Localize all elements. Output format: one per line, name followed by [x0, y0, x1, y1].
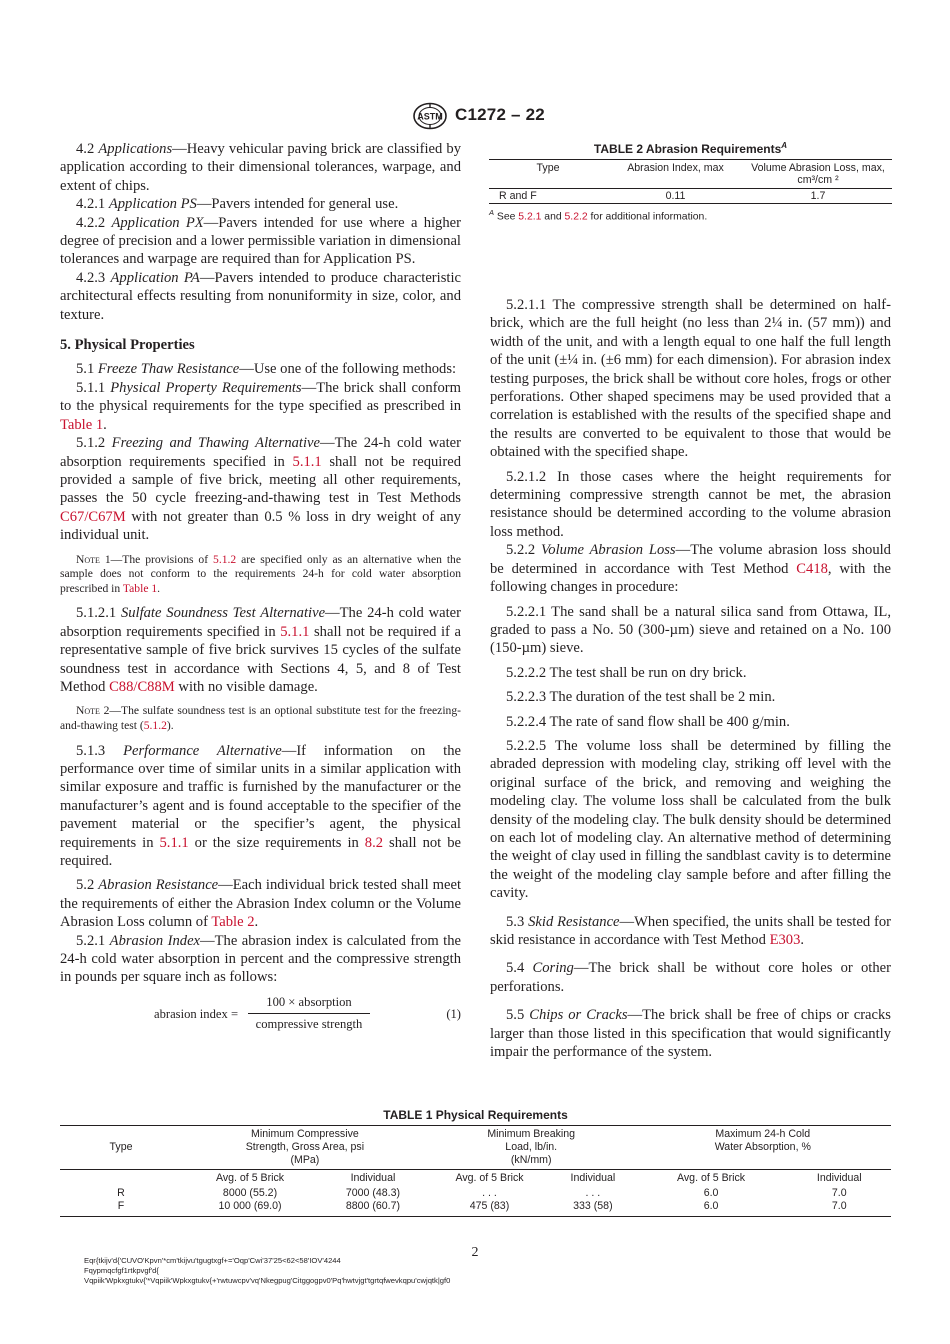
table-1-subheader: Avg. of 5 Brick — [455, 1172, 524, 1184]
note-2: Note 2—The sulfate soundness test is an optional substitute test for the freezing-and-thawing test (5.1.2). — [60, 704, 461, 732]
paragraph-5-2-2-5: 5.2.2.5 The volume loss shall be determined by filling the abraded depression with modeling clay, striking off level with the original surface of the brick, and removing and weighing the modeling clay. The volume loss shall be calculated from the bulk density of the modeling clay. The bulk density should be determined on each lot of modeling clay. An alternative method of determining the weight of clay used in filling the sandblast cavity is to determine the weight of the modeling clay sample before and after filling the cavity. — [490, 737, 891, 902]
table-2-grid — [489, 159, 892, 204]
table-1-subheader: Avg. of 5 Brick — [677, 1172, 746, 1184]
link-e303[interactable]: E303 — [769, 932, 801, 948]
table-2-caption: TABLE 2 Abrasion Requirements$^A$ — [593, 141, 788, 156]
paragraph-4-2-2: 4.2.2 Application PX—Pavers intended for use where a higher degree of precision and a lower permissible variation in dimensional tolerances and warpage are required than for Application PS. — [60, 214, 461, 268]
table-1-header: Maximum 24-h Cold Water Absorption, % — [714, 1128, 811, 1153]
footer-line: Vqpiik'Wpkxgtukv{'*Vqpiik'Wpkxgtukv{+'rwtuwcpv'vq'Nkegpug'Citggogpv0'Pq'hwtvjgt'tgrtqfwevkqpu'cwjqtk|gf0 — [84, 1275, 451, 1285]
table-1-cell: 10 000 (69.0) — [218, 1200, 282, 1212]
table-1-cell: F — [117, 1200, 125, 1212]
footer-line: Fqypmqcfgf1rtkpvgf'd{ — [84, 1265, 159, 1275]
paragraph-5-2-2-3: 5.2.2.3 The duration of the test shall be 2 min. — [506, 689, 776, 706]
link-c67[interactable]: C67/C67M — [60, 508, 126, 525]
link-5-1-2[interactable]: 5.1.2 — [213, 552, 237, 566]
table-1-cell: . . . — [585, 1187, 601, 1199]
table-1-subheader: Avg. of 5 Brick — [215, 1172, 285, 1184]
paragraph-5-2-1-2: 5.2.1.2 In those cases where the height requirements for determining compressive strength cannot be met, the abrasion resistance should be determined according to the volume abrasion loss method. — [490, 468, 891, 540]
link-5-1-1[interactable]: 5.1.1 — [280, 623, 310, 640]
note-1: Note 1—The provisions of 5.1.2 are specified only as an alternative when the sample does not conform to the requirements 24-h for cold water absorption prescribed in Table 1. — [60, 552, 461, 595]
table-1-cell: 6.0 — [703, 1200, 719, 1212]
paragraph-5-1-3: 5.1.3 Performance Alternative—If information on the performance over time of similar units in a similar application with similar exposure and traffic is furnished by the manufacturer or the manufacturer’s agent and is found acceptable to the specifier of the pavement material or the specifier’s agent, the physical requirements in 5.1.1 or the size requirements in 8.2 shall not be required. — [60, 742, 461, 869]
table-1-cell: . . . — [482, 1187, 497, 1199]
table-row — [60, 1187, 891, 1200]
paragraph-5-2-2-1: 5.2.2.1 The sand shall be a natural silica sand from Ottawa, IL, graded to pass a No. 50 (300-µm) sieve and retained on a No. 100 (150-µm) sieve. — [490, 603, 891, 657]
equation-lhs: abrasion index = — [154, 1006, 239, 1021]
table-2-header: Abrasion Index, max — [627, 162, 724, 174]
table-1-subheader: Individual — [350, 1172, 396, 1184]
table-row — [489, 189, 892, 204]
paragraph-5-1-2-1: 5.1.2.1 Sulfate Soundness Test Alternative—The 24-h cold water absorption requirements specified in 5.1.1 shall not be required if a representative sample of five brick survives 15 cycles of the sulfate soundness test in accordance with Sections 4, 5, and 8 of Test Method C88/C88M with no visible damage. — [60, 605, 462, 695]
page-header — [0, 100, 950, 132]
paragraph-5-3: 5.3 Skid Resistance—When specified, the units shall be tested for skid resistance in accordance with Test Method E303. — [490, 913, 892, 948]
equation-1 — [60, 993, 461, 1033]
table-1 — [60, 1108, 891, 1217]
standard-designation: C1272 – 22 — [455, 105, 545, 124]
page-number: 2 — [471, 1245, 479, 1260]
table-1-cell: 8000 (55.2) — [222, 1187, 278, 1199]
table-row — [60, 1200, 891, 1217]
astm-logo-icon — [412, 102, 448, 130]
link-table-1[interactable]: Table 1 — [122, 581, 158, 595]
table-1-subheader: Individual — [816, 1172, 862, 1184]
table-1-cell: R — [117, 1187, 125, 1199]
paragraph-4-2: 4.2 Applications—Heavy vehicular paving brick are classified by application according to their dimensional tolerances, warpage, and extent of chips. — [60, 141, 462, 194]
paragraph-5-2-2-4: 5.2.2.4 The rate of sand flow shall be 400 g/min. — [506, 713, 790, 730]
table-1-cell: 7000 (48.3) — [345, 1187, 401, 1199]
table-1-header: Minimum Breaking Load, lb/in. (kN/mm) — [487, 1128, 576, 1166]
paragraph-5-2-2-2: 5.2.2.2 The test shall be run on dry brick. — [506, 664, 747, 681]
table-1-cell: 7.0 — [831, 1200, 847, 1212]
link-5-1-2[interactable]: 5.1.2 — [143, 718, 167, 732]
right-column — [490, 296, 891, 1061]
table-1-cell: 333 (58) — [573, 1200, 613, 1212]
link-5-2-1[interactable]: 5.2.1 — [518, 211, 542, 223]
table-1-cell: 7.0 — [831, 1187, 847, 1199]
link-table-2[interactable]: Table 2 — [211, 914, 255, 931]
table-1-header: Minimum Compressive Strength, Gross Area, psi (MPa) — [245, 1128, 365, 1166]
table-1-grid — [60, 1125, 891, 1217]
link-c88[interactable]: C88/C88M — [109, 678, 175, 695]
table-1-cell: 475 (83) — [469, 1200, 510, 1212]
paragraph-5-2: 5.2 Abrasion Resistance—Each individual brick tested shall meet the requirements of either the Abrasion Index column or the Volume Abrasion Loss column of Table 2. — [60, 877, 461, 931]
svg-text:ASTM: ASTM — [417, 111, 443, 122]
paragraph-5-5: 5.5 Chips or Cracks—The brick shall be free of chips or cracks larger than those listed in this specification that would significantly impair the performance of the system. — [490, 1007, 891, 1061]
link-table-1[interactable]: Table 1 — [60, 416, 104, 433]
paragraph-5-2-2: 5.2.2 Volume Abrasion Loss—The volume abrasion loss should be determined in accordance with Test Method C418, with the following changes in procedure: — [490, 542, 891, 596]
link-5-1-1[interactable]: 5.1.1 — [292, 453, 322, 470]
table-2-cell: 1.7 — [810, 190, 826, 202]
link-c418[interactable]: C418 — [796, 560, 828, 577]
paragraph-5-4: 5.4 Coring—The brick shall be without core holes or other perforations. — [490, 960, 891, 995]
paragraph-5-1-2: 5.1.2 Freezing and Thawing Alternative—The 24-h cold water absorption requirements specified in 5.1.1 shall not be required provided a sample of five brick, meeting all other requirements, passes the 50 cycle freezing-and-thawing test in Test Methods C67/C67M with not greater than 0.5 % loss in dry weight of any individual unit. — [60, 435, 461, 544]
equation-fraction — [248, 993, 370, 1034]
table-2-cell: 0.11 — [665, 190, 686, 202]
table-1-header: Type — [109, 1141, 133, 1153]
table-2 — [489, 141, 892, 222]
equation-number: (1) — [446, 1006, 461, 1021]
equation-numerator: 100 × absorption — [248, 993, 370, 1014]
link-5-1-1[interactable]: 5.1.1 — [159, 834, 189, 851]
paragraph-4-2-1: 4.2.1 Application PS—Pavers intended for general use. — [76, 196, 399, 213]
table-1-caption: TABLE 1 Physical Requirements — [383, 1108, 568, 1122]
link-8-2[interactable]: 8.2 — [364, 834, 384, 851]
left-column — [60, 140, 461, 1033]
table-2-footnote: $^A$ See 5.2.1 and 5.2.2 for additional information. — [489, 208, 708, 223]
footer-line: Eqr{tkijv'd{'CUVO'Kpvn'*cm'tkijvu'tgugtxgf+='Oqp'Cwi'37'25<62<58'IOV'4244 — [84, 1256, 341, 1265]
paragraph-5-1: 5.1 Freeze Thaw Resistance—Use one of the following methods: — [76, 361, 457, 378]
paragraph-5-1-1: 5.1.1 Physical Property Requirements—The brick shall conform to the physical requirements for the type specified as prescribed in Table 1. — [60, 379, 461, 433]
paragraph-5-2-1: 5.2.1 Abrasion Index—The abrasion index is calculated from the 24-h cold water absorption in percent and the compressive strength in pounds per square inch as follows: — [60, 932, 461, 986]
equation-denominator: compressive strength — [255, 1017, 363, 1032]
paragraph-5-2-1-1: 5.2.1.1 The compressive strength shall be determined on half-brick, which are the full height (no less than 2¼ in. (57 mm)) and width of the unit, and with a length equal to one half the full length of the unit (±¼ in. (±6 mm) for each dimension). For abrasion index testing purposes, the brick shall be without core holes, frogs or other perforations. Other shaped specimens may be used provided that a correlation is established with the results of the specified shape and the results are converted to be equivalent to those that would be obtained with the specified shape. — [490, 297, 891, 461]
table-2-header: Volume Abrasion Loss, max, cm³/cm ² — [751, 162, 885, 186]
section-heading: 5. Physical Properties — [60, 337, 195, 354]
table-2-cell: R and F — [499, 190, 537, 202]
table-2-header: Type — [536, 162, 560, 174]
table-1-cell: 8800 (60.7) — [345, 1200, 401, 1212]
table-1-cell: 6.0 — [703, 1187, 719, 1199]
paragraph-4-2-3: 4.2.3 Application PA—Pavers intended to produce characteristic architectural effects resulting from nonuniformity in size, color, and texture. — [60, 269, 461, 323]
license-footer — [84, 1256, 450, 1285]
table-1-subheader: Individual — [570, 1172, 616, 1184]
link-5-2-2[interactable]: 5.2.2 — [564, 211, 588, 223]
